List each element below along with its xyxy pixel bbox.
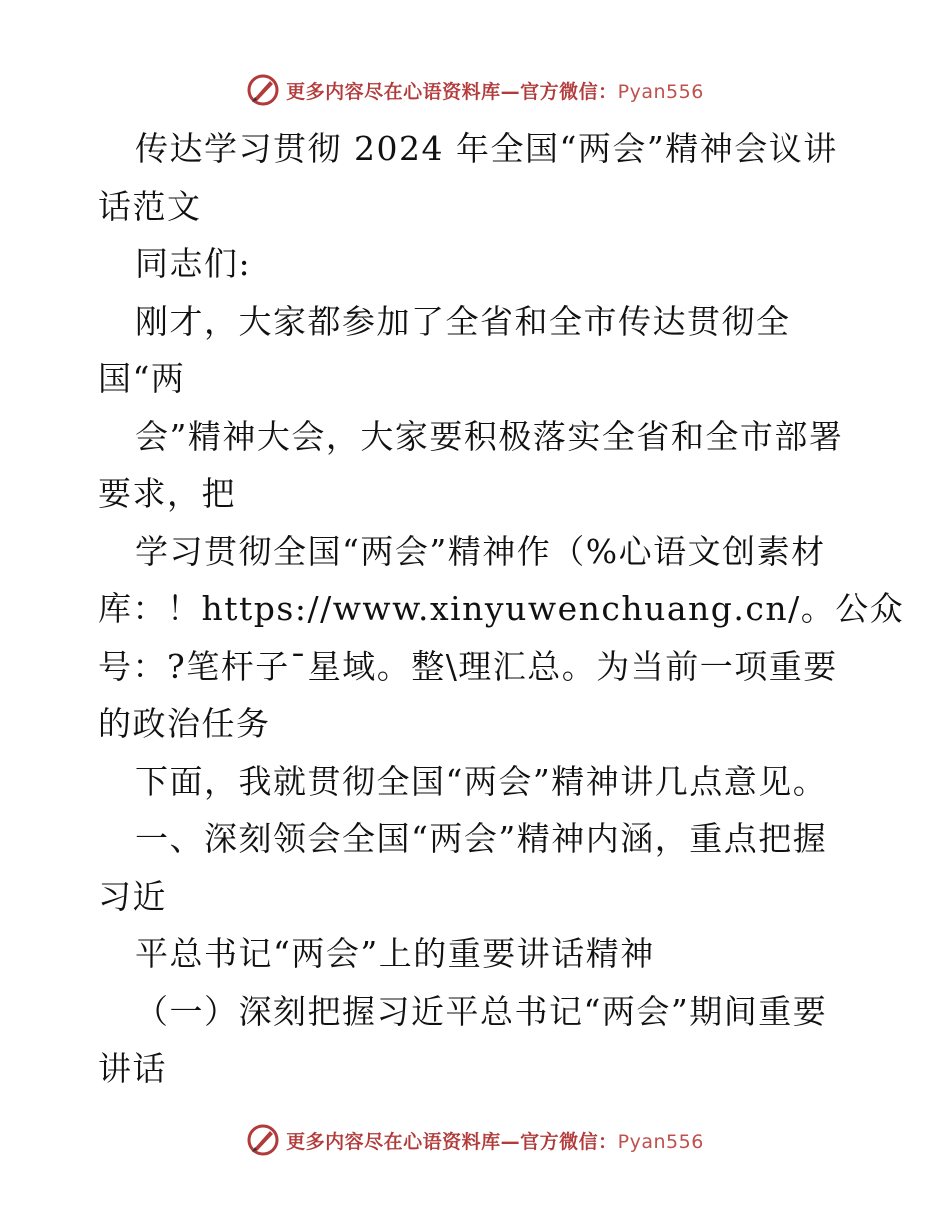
text-line: 库：！https://www.xinyuwenchuang.cn/。公众 (98, 589, 905, 628)
watermark-text: 更多内容尽在心语资料库—官方微信：Pyan556 (286, 1130, 704, 1153)
text-line: 下面，我就贯彻全国“两会”精神讲几点意见。 (135, 761, 828, 801)
text-line: 一、深刻领会全国“两会”精神内涵，重点把握 (135, 819, 828, 858)
quill-logo-icon (246, 1123, 280, 1157)
text-line: 要求，把 (98, 474, 236, 513)
text-line: 同志们: (135, 244, 252, 283)
text-line: 国“两 (98, 359, 186, 398)
header-watermark (0, 70, 950, 110)
text-line: 会”精神大会，大家要积极落实全省和全市部署 (135, 416, 844, 456)
text-line: 平总书记“两会”上的重要讲话精神 (135, 934, 655, 973)
document-body (98, 120, 905, 1098)
text-line: 习近 (98, 876, 167, 916)
text-line: 学习贯彻全国“两会”精神作（%心语文创素材 (135, 531, 826, 571)
text-line: 的政治任务 (98, 704, 271, 743)
text-line: 刚才，大家都参加了全省和全市传达贯彻全 (135, 301, 791, 341)
text-line: 传达学习贯彻 2024 年全国“两会”精神会议讲 (135, 129, 838, 168)
watermark-text: 更多内容尽在心语资料库—官方微信：Pyan556 (286, 80, 704, 103)
text-line: 话范文 (98, 186, 202, 226)
text-line: （一）深刻把握习近平总书记“两会”期间重要 (135, 991, 828, 1031)
text-line: 讲话 (98, 1049, 167, 1088)
footer-watermark (0, 1120, 950, 1160)
text-line: 号：?笔杆子¯星域。整\理汇总。为当前一项重要 (98, 646, 838, 686)
quill-logo-icon (246, 73, 280, 107)
